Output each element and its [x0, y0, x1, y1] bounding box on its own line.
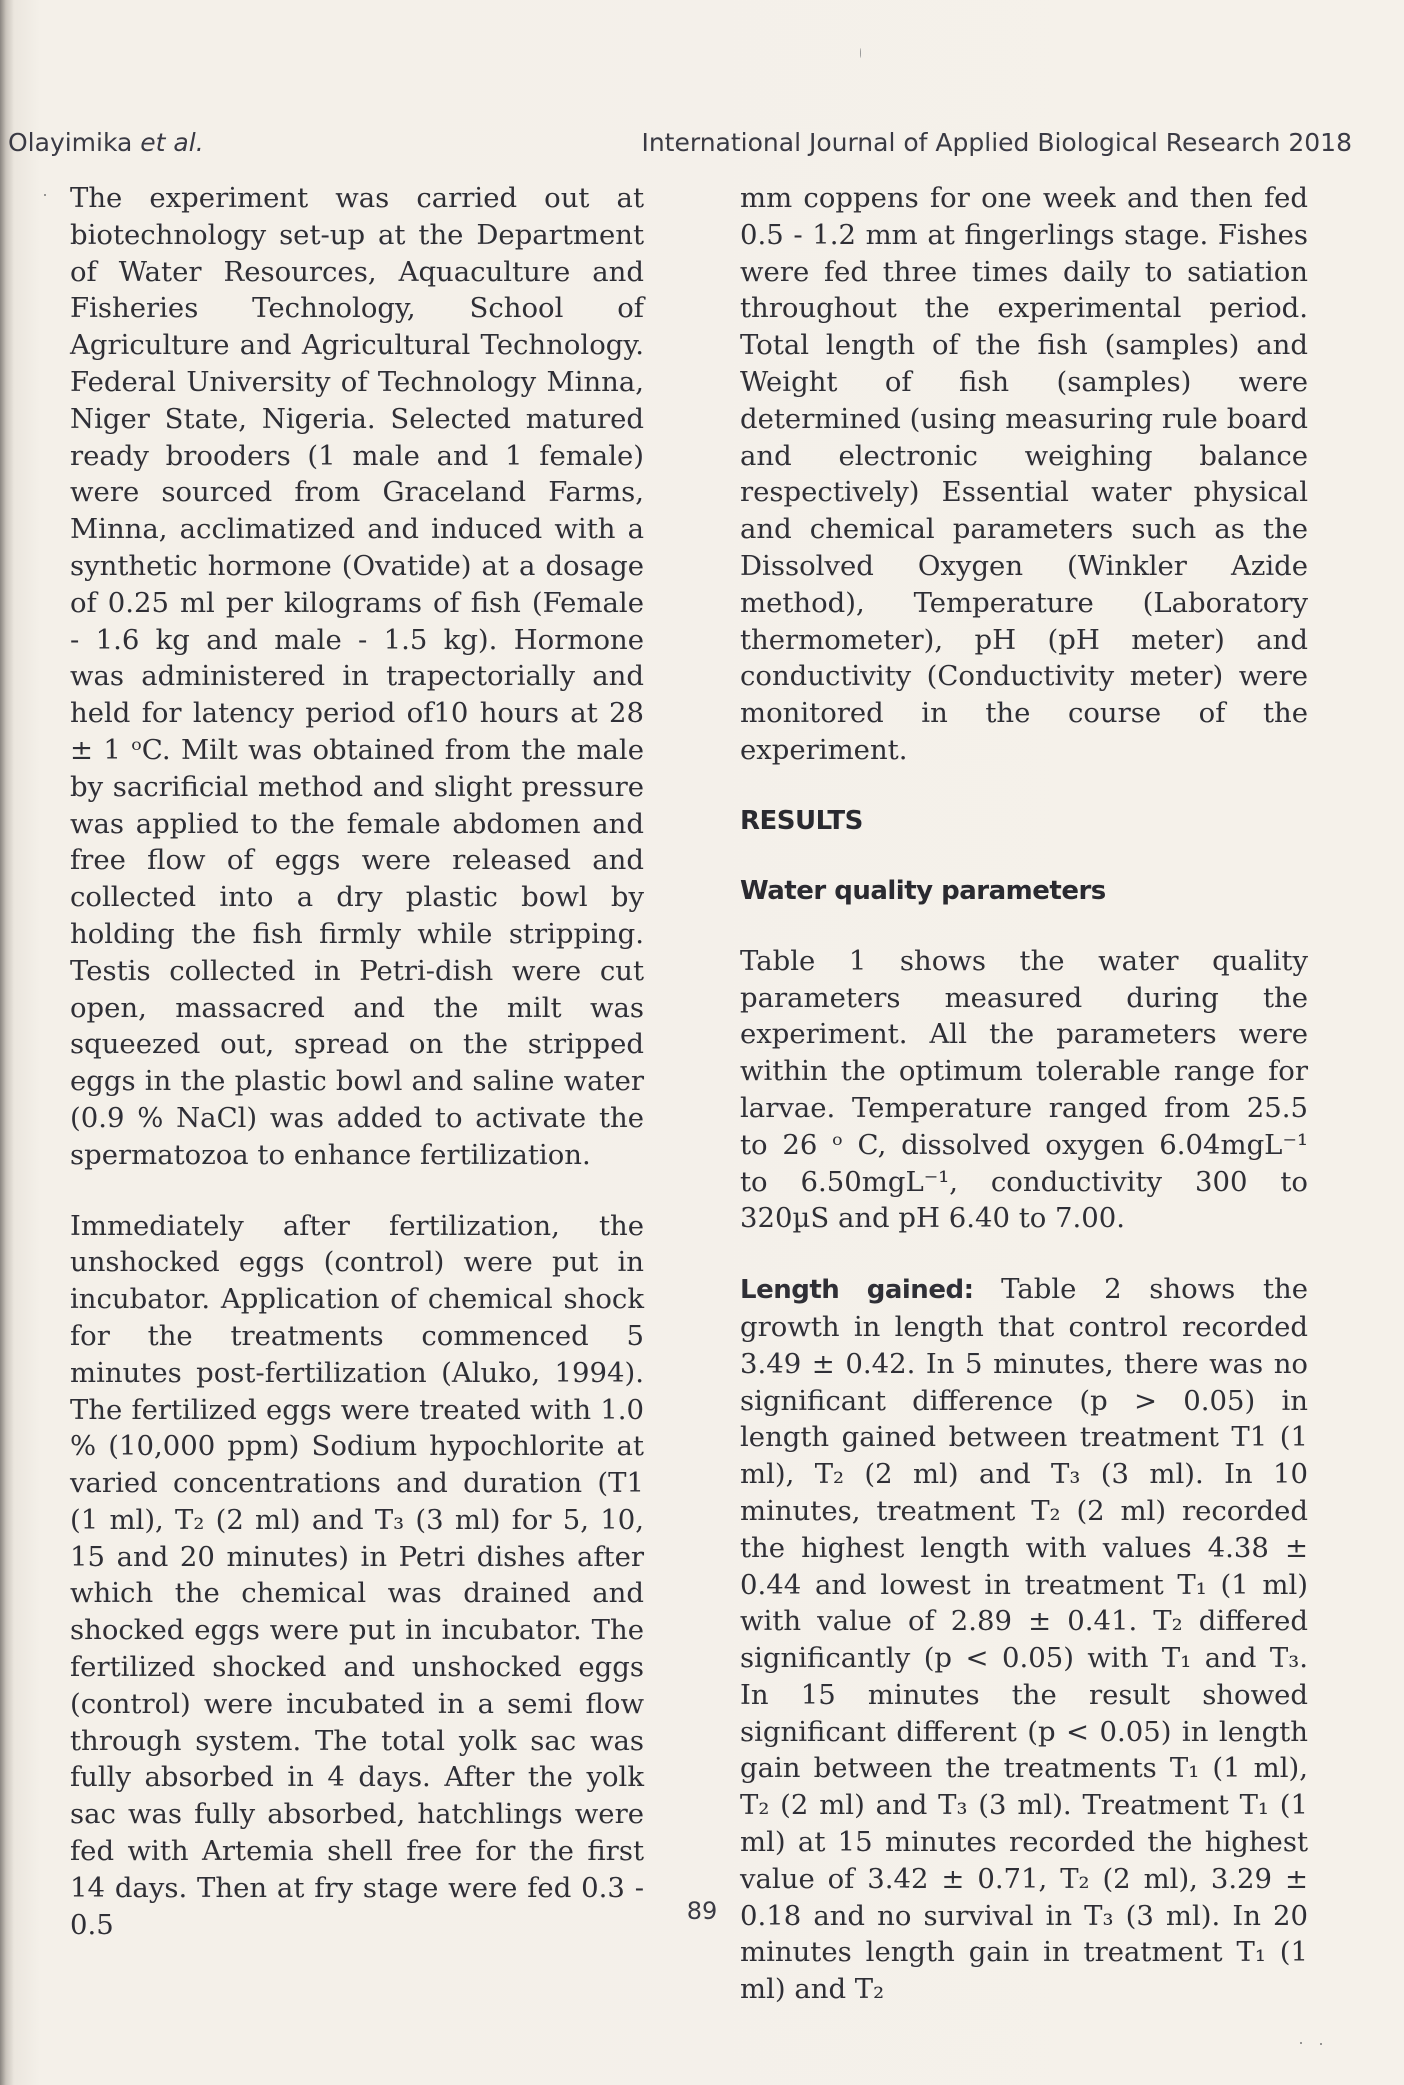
running-header — [0, 128, 1404, 168]
methods-paragraph-1: The experiment was carried out at biotechnology set-up at the Department of Water Resources, Aquaculture and Fisheries Technology, School of Agriculture and Agricultural Technology. Federal University of Technology Minna, Niger State, Nigeria. Selected matured ready brooders (1 male and 1 female) were sourced from Graceland Farms, Minna, acclimatized and induced with a synthetic hormone (Ovatide) at a dosage of 0.25 ml per kilograms of fish (Female - 1.6 kg and male - 1.5 kg). Hormone was administered in trapectorially and held for latency period of10 hours at 28 ± 1 ᵒC. Milt was obtained from the male by sacrificial method and slight pressure was applied to the female abdomen and free flow of eggs were released and collected into a dry plastic bowl by holding the fish firmly while stripping. Testis collected in Petri-dish were cut open, massacred and the milt was squeezed out, spread on the stripped eggs in the plastic bowl and saline water (0.9 % NaCl) was added to activate the spermatozoa to enhance fertilization. — [70, 182, 644, 1171]
methods-paragraph-3: mm coppens for one week and then fed 0.5 - 1.2 mm at fingerlings stage. Fishes were fed three times daily to satiation throughout the experimental period. Total length of the fish (samples) and Weight of fish (samples) were determined (using measuring rule board and electronic weighing balance respectively) Essential water physical and chemical parameters such as the Dissolved Oxygen (Winkler Azide method), Temperature (Laboratory thermometer), pH (pH meter) and conductivity (Conductivity meter) were monitored in the course of the experiment. — [740, 182, 1308, 766]
results-heading: RESULTS — [740, 805, 863, 836]
water-quality-subheading: Water quality parameters — [740, 875, 1106, 906]
scan-speck — [860, 48, 861, 58]
scan-speck — [1300, 2042, 1302, 2044]
methods-paragraph-2: Immediately after fertilization, the unshocked eggs (control) were put in incubator. Application of chemical shock for the treatments commenced 5 minutes post-fertilization (Aluko, 1994). The fertilized eggs were treated with 1.0 % (10,000 ppm) Sodium hypochlorite at varied concentrations and duration (T1 (1 ml), T₂ (2 ml) and T₃ (3 ml) for 5, 10, 15 and 20 minutes) in Petri dishes after which the chemical was drained and shocked eggs were put in incubator. The fertilized shocked and unshocked eggs (control) were incubated in a semi flow through system. The total yolk sac was fully absorbed in 4 days. After the yolk sac was fully absorbed, hatchlings were fed with Artemia shell free for the first 14 days. Then at fry stage were fed 0.3 - 0.5 — [70, 1209, 644, 1941]
author-suffix: et al. — [140, 128, 204, 157]
header-author — [8, 128, 204, 157]
length-gained-lead: Length gained: — [740, 1275, 974, 1306]
header-journal: International Journal of Applied Biological Research 2018 — [641, 128, 1352, 157]
left-column — [70, 180, 644, 1943]
right-column — [740, 180, 1308, 2008]
scan-speck — [1320, 2043, 1322, 2045]
water-quality-paragraph: Table 1 shows the water quality parameters measured during the experiment. All the parameters were within the optimum tolerable range for larvae. Temperature ranged from 25.5 to 26 ᵒ C, dissolved oxygen 6.04mgL⁻¹ to 6.50mgL⁻¹, conductivity 300 to 320µS and pH 6.40 to 7.00. — [740, 944, 1308, 1235]
scan-speck — [44, 194, 46, 196]
author-name: Olayimika — [8, 128, 133, 157]
length-gained-text: Table 2 shows the growth in length that control recorded 3.49 ± 0.42. In 5 minutes, there was no significant difference (p > 0.05) in length gained between treatment T1 (1 ml), T₂ (2 ml) and T₃ (3 ml). In 10 minutes, treatment T₂ (2 ml) recorded the highest length with values 4.38 ± 0.44 and lowest in treatment T₁ (1 ml) with value of 2.89 ± 0.41. T₂ differed significantly (p < 0.05) with T₁ and T₃. In 15 minutes the result showed significant different (p < 0.05) in length gain between the treatments T₁ (1 ml), T₂ (2 ml) and T₃ (3 ml). Treatment T₁ (1 ml) at 15 minutes recorded the highest value of 3.42 ± 0.71, T₂ (2 ml), 3.29 ± 0.18 and no survival in T₃ (3 ml). In 20 minutes length gain in treatment T₁ (1 ml) and T₂ — [740, 1273, 1308, 2006]
page-number: 89 — [686, 1897, 718, 1925]
